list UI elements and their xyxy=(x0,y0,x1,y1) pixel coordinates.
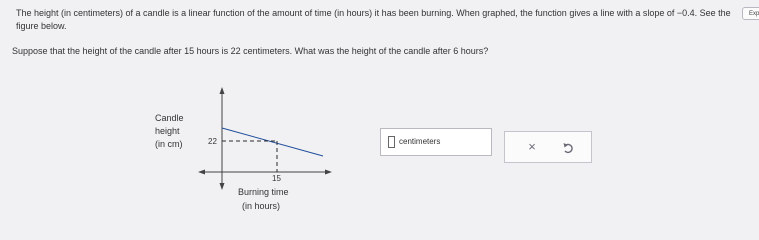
y-axis-arrow-bottom xyxy=(220,183,225,190)
problem-statement: The height (in centimeters) of a candle is a linear function of the amount of time (in hours) it has been burning. When graphed, the function gives a line with a slope of −0.4. See the figure below. xyxy=(16,8,731,31)
y-axis-label-line-2: height xyxy=(155,126,180,136)
clear-button[interactable]: × xyxy=(528,139,536,154)
answer-box xyxy=(380,128,492,156)
y-axis-label-line-3: (in cm) xyxy=(155,139,183,149)
y-axis-arrow-top xyxy=(220,87,225,94)
x-axis-unit: (in hours) xyxy=(242,201,281,211)
x-tick-label: 15 xyxy=(272,174,281,183)
answer-unit-label: centimeters xyxy=(399,137,441,146)
height-function-line xyxy=(222,128,323,156)
y-axis-label-line-1: Candle xyxy=(155,113,184,123)
problem-question: Suppose that the height of the candle after 15 hours is 22 centimeters. What was the height of the candle after 6 hours? xyxy=(12,46,489,56)
candle-graph xyxy=(195,85,335,190)
undo-button[interactable] xyxy=(557,138,579,158)
explanation-button[interactable]: Exp xyxy=(742,7,759,20)
answer-input[interactable] xyxy=(388,136,395,148)
y-axis-label xyxy=(155,112,184,151)
y-tick-label: 22 xyxy=(208,137,217,146)
undo-icon xyxy=(563,142,573,154)
x-axis-label: Burning time xyxy=(238,187,289,197)
x-axis-arrow-left xyxy=(198,170,205,175)
action-panel xyxy=(504,131,592,163)
x-axis-arrow-right xyxy=(325,170,332,175)
